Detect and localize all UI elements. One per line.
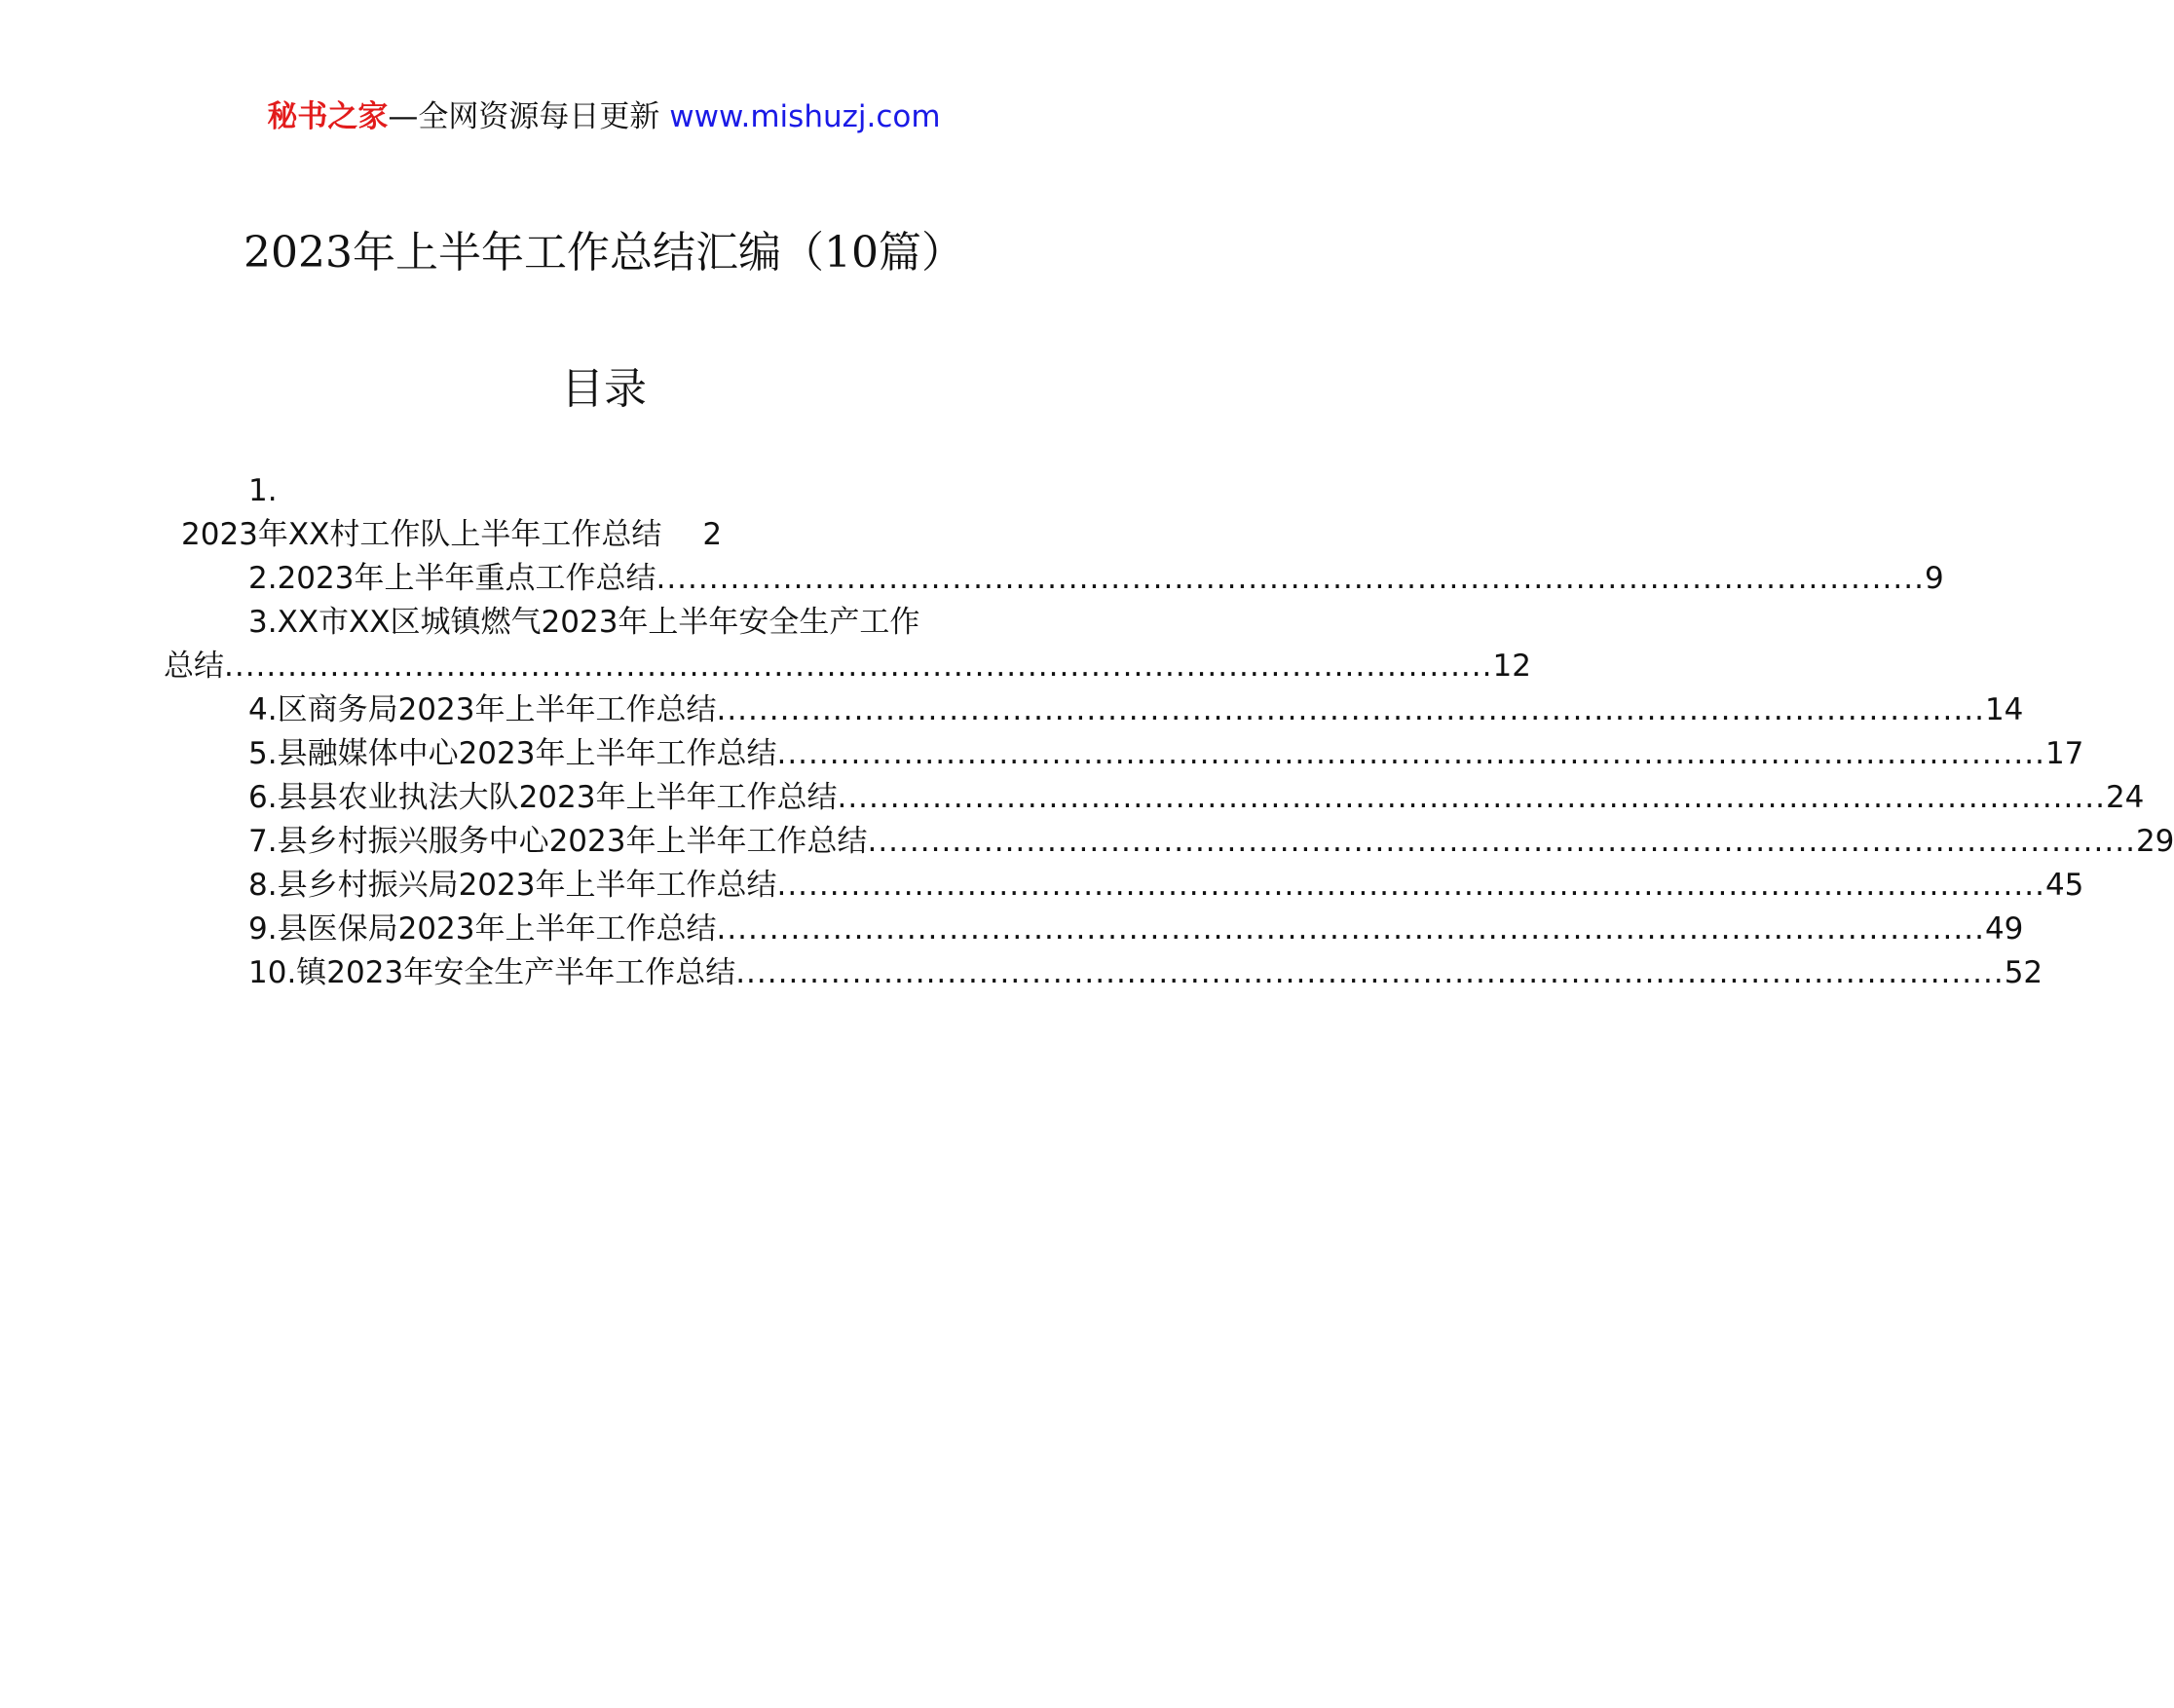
toc-entry-page: 14 (1984, 692, 2024, 727)
toc-entry-1-number-line[interactable] (181, 469, 1025, 513)
toc-entry-title: 9.县医保局2023年上半年工作总结 (248, 911, 717, 947)
toc-entry-8[interactable] (181, 864, 2084, 908)
toc-dot-leader: ........................................................................................................................ (224, 649, 1493, 684)
site-header (0, 97, 1208, 136)
toc-entry-title-continued: 总结 (164, 649, 224, 684)
toc-entry-7[interactable] (181, 820, 2174, 864)
toc-entry-title: 5.县融媒体中心2023年上半年工作总结 (248, 736, 777, 771)
toc-entry-page: 29 (2135, 824, 2174, 859)
toc-entry-10[interactable] (181, 951, 2043, 995)
toc-entry-title: 10.镇2023年安全生产半年工作总结 (248, 955, 736, 990)
site-brand: 秘书之家 (267, 99, 389, 134)
toc-entry-2[interactable] (181, 557, 1944, 601)
toc-entry-number: 1. (248, 473, 278, 508)
toc-dot-leader: ........................................................................................................................ (776, 736, 2045, 771)
toc-entry-page: 12 (1492, 649, 1531, 684)
toc-entry-page: 17 (2044, 736, 2084, 771)
toc-entry-title: 3.XX市XX区城镇燃气2023年上半年安全生产工作 (248, 605, 920, 640)
toc-entry-page: 45 (2044, 868, 2084, 903)
toc-dot-leader: ........................................................................................................................ (837, 780, 2106, 815)
toc-entry-3-line-1[interactable] (181, 601, 1025, 645)
toc-entry-title: 8.县乡村振兴局2023年上半年工作总结 (248, 868, 777, 903)
toc-entry-title: 4.区商务局2023年上半年工作总结 (248, 692, 717, 727)
toc-entry-4[interactable] (181, 688, 2024, 732)
toc-entry-title: 2023年XX村工作队上半年工作总结 (181, 517, 662, 552)
toc-entry-title: 7.县乡村振兴服务中心2023年上半年工作总结 (248, 824, 868, 859)
toc-entry-6[interactable] (181, 776, 2145, 820)
toc-entry-1[interactable] (181, 513, 1025, 557)
toc-entry-9[interactable] (181, 908, 2024, 951)
toc-dot-leader: ........................................................................................................................ (716, 692, 1985, 727)
toc-entry-page: 24 (2105, 780, 2145, 815)
toc-dot-leader: ........................................................................................................................ (656, 561, 1925, 596)
toc-entry-title: 6.县县农业执法大队2023年上半年工作总结 (248, 780, 838, 815)
toc-entry-page: 2 (702, 517, 723, 552)
site-slogan: —全网资源每日更新 (388, 99, 660, 134)
site-url-link[interactable]: www.mishuzj.com (669, 99, 941, 134)
toc-dot-leader: ........................................................................................................................ (735, 955, 2005, 990)
toc-entry-page: 49 (1984, 911, 2024, 947)
toc-dot-leader: ........................................................................................................................ (776, 868, 2045, 903)
toc-dot-leader: ........................................................................................................................ (867, 824, 2136, 859)
toc-entry-3-line-2[interactable] (164, 645, 1531, 688)
toc-heading: 目录 (561, 364, 647, 414)
toc-dot-leader: ........................................................................................................................ (716, 911, 1985, 947)
toc-entry-5[interactable] (181, 732, 2084, 776)
toc-entry-page: 52 (2004, 955, 2043, 990)
toc-entry-title: 2.2023年上半年重点工作总结 (248, 561, 656, 596)
table-of-contents (164, 469, 2174, 995)
toc-entry-page: 9 (1924, 561, 1944, 596)
document-title: 2023年上半年工作总结汇编（10篇） (244, 228, 964, 278)
